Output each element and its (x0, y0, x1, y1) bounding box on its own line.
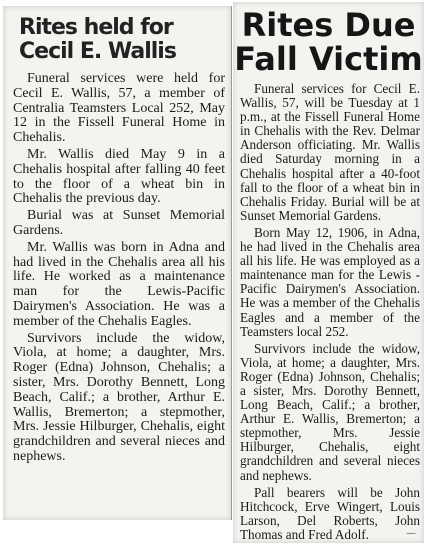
left-paragraph: Mr. Wallis was born in Adna and had lived in the Chehalis area all his life. He worked as a maintenance man for the Lewis-Pacific Dairymen's Association. He was a member of the Chehalis Eagles. (13, 239, 225, 329)
right-article-body (233, 82, 424, 542)
left-paragraph: Mr. Wallis died May 9 in a Chehalis hospital after falling 40 feet to the floor of a wheat bin in Chehalis the previous day. (13, 146, 225, 207)
left-paragraph: Survivors include the widow, Viola, at home; a daughter, Mrs. Roger (Edna) Johnson, Chehalis; a sister, Mrs. Dorothy Bennett, Long Beach, Calif.; a brother, Arthur E. Wallis, Bremerton; a stepmother, Mrs. Jessie Hilburger, Chehalis, eight grandchildren and several nieces and nephews. (13, 330, 225, 464)
right-newspaper-clipping (233, 2, 424, 543)
left-headline: Rites held for Cecil E. Wallis (19, 15, 176, 64)
left-paragraph: Burial was at Sunset Memorial Gardens. (13, 208, 225, 238)
left-newspaper-clipping (3, 6, 232, 520)
right-paragraph: Pall bearers will be John Hitchcock, Erve Wingert, Louis Larson, Del Roberts, John Thomas and Fred Adolf. (240, 484, 420, 542)
right-paragraph: Survivors include the widow, Viola, at home; a daughter, Mrs. Roger (Edna) Johnson, Chehalis; a sister, Mrs. Dorothy Bennett, Long Beach, Calif.; a brother, Arthur E. Wallis, Bremerton; a stepmother, Mrs. Jessie Hilburger, Chehalis, eight grandchildren and several nieces and nephews. (240, 340, 420, 483)
right-paragraph: Funeral services for Cecil E. Wallis, 57, will be Tuesday at 1 p.m., at the Fissell Funeral Home in Chehalis with the Rev. Delmar Anderson officiating. Mr. Wallis died Saturday morning in a Chehalis hospital after a 40-foot fall to the floor of a wheat bin in Chehalis Friday. Burial will be at Sunset Memorial Gardens. (240, 81, 420, 223)
right-paragraph: Born May 12, 1906, in Adna, he had lived in the Chehalis area all his life. He was employed as a maintenance man for the Lewis - Pacific Dairymen's Association. He was a member of the Chehalis Eagles and a member of the Teamsters local 252. (240, 224, 420, 339)
left-article-body (3, 72, 231, 465)
left-paragraph: Funeral services were held for Cecil E. Wallis, 57, a member of Centralia Teamsters Local 252, May 12 in the Fissell Funeral Home in Chehalis. (13, 71, 225, 146)
footer-mark: — (406, 528, 416, 539)
right-headline: Rites Due Fall Victim (234, 6, 423, 78)
